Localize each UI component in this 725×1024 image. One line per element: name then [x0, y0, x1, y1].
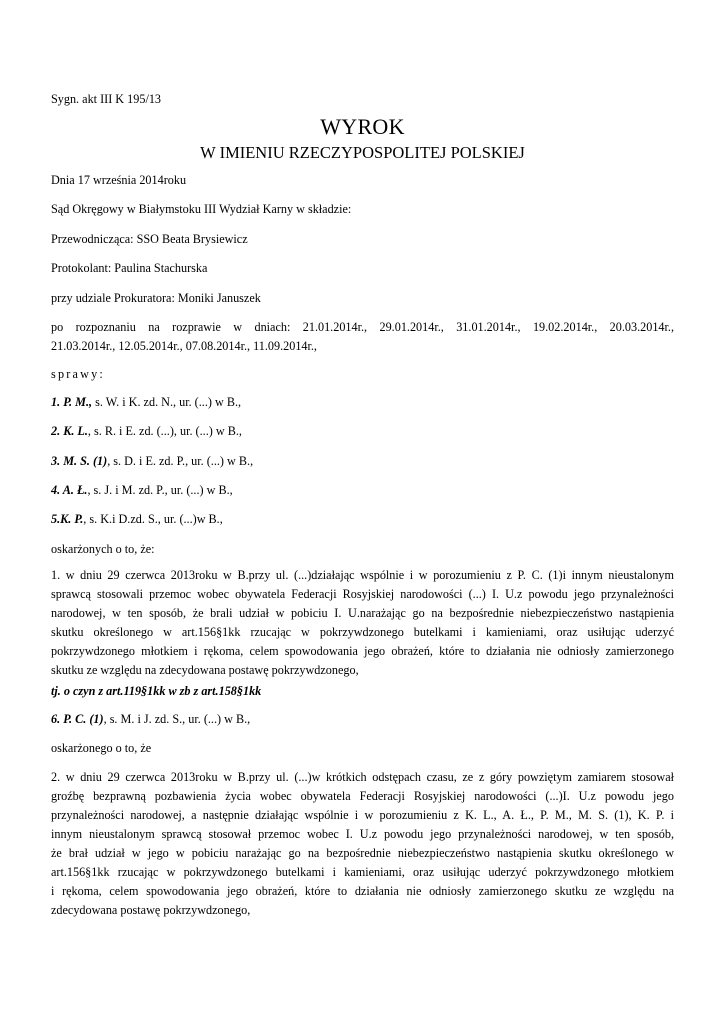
court-clerk: Protokolant: Paulina Stachurska [51, 261, 208, 275]
judgment-date: Dnia 17 września 2014roku [51, 173, 187, 187]
defendant-details: , s. D. i E. zd. P., ur. (...) w B., [107, 454, 254, 468]
charge-line: groźbę bezprawną pozbawienia życia wobec obywatela Federacji Rosyjskiej narodowości (...)I. U.z powodu jego [51, 789, 674, 803]
defendant-name: 4. A. Ł. [51, 483, 88, 497]
charge-line: sprawcą stosowali przemoc wobec obywatela Federacji Rosyjskiej narodowości (...) I. U.z powodu jego przynależności [51, 587, 674, 601]
defendant-name: 6. P. C. (1) [51, 712, 104, 726]
defendant-details: , s. K.i D.zd. S., ur. (...)w B., [83, 512, 223, 526]
charge-line: 1. w dniu 29 czerwca 2013roku w B.przy ul. (...)działając wspólnie i w porozumieniu z P. C. (1)i innym nieustalonym [51, 568, 674, 582]
case-label: sprawy: [51, 367, 105, 381]
defendant-name: 1. P. M., [51, 395, 93, 409]
defendant-details: , s. J. i M. zd. P., ur. (...) w B., [87, 483, 233, 497]
accused-singular-label: oskarżonego o to, że [51, 741, 152, 755]
defendant-name: 5.K. P. [51, 512, 84, 526]
document-title: WYROK [320, 114, 405, 139]
charge-line: skutku ze względu na zdecydowana postawę pokrzywdzonego, [51, 663, 359, 677]
charge-line: 2. w dniu 29 czerwca 2013roku w B.przy ul. (...)w krótkich odstępach czasu, ze z góry powziętym zamiarem stosował [51, 770, 674, 784]
charge-line: że brał udział w jego w pobiciu narażając go na bezpośrednie niebezpieczeństwo nastąpienia skutku określonego w [51, 846, 674, 860]
charge-line: i rękoma, celem spowodowania jego obrażeń, które to działania nie odniosły zamierzonego skutku ze względu na [51, 884, 674, 898]
charge-line: art.156§1kk rzucając w pokrzywdzonego butelkami i kamieniami, oraz usiłując uderzyć pokrzywdzonego młotkiem [51, 865, 674, 879]
defendant-name: 3. M. S. (1) [51, 454, 108, 468]
defendant-6 [51, 711, 250, 728]
charge-2 [51, 769, 674, 921]
presiding-judge: Przewodnicząca: SSO Beata Brysiewicz [51, 232, 248, 246]
charge-line: narodowej, w ten sposób, że brali udział w pobiciu I. U.narażając go na bezpośrednie niebezpieczeństwo nastąpienia [51, 606, 674, 620]
defendant-2 [51, 423, 242, 440]
hearing-dates-line: 21.03.2014r., 12.05.2014r., 07.08.2014r., 11.09.2014r., [51, 339, 317, 353]
hearing-dates-line: po rozpoznaniu na rozprawie w dniach: 21.01.2014r., 29.01.2014r., 31.01.2014r., 19.02.2014r., 20.03.2014r., [51, 320, 674, 334]
defendant-1 [51, 394, 241, 411]
court-composition: Sąd Okręgowy w Białymstoku III Wydział Karny w składzie: [51, 202, 352, 216]
document-subtitle: W IMIENIU RZECZYPOSPOLITEJ POLSKIEJ [200, 143, 525, 162]
charge-1 [51, 567, 674, 681]
prosecutor: przy udziale Prokuratora: Moniki Januszek [51, 291, 261, 305]
defendant-3 [51, 453, 253, 470]
accused-plural-label: oskarżonych o to, że: [51, 542, 155, 556]
defendant-name: 2. K. L. [51, 424, 88, 438]
defendant-4 [51, 482, 233, 499]
charge-line: innym nieustalonym sprawcą stosował przemoc wobec I. U.z powodu jego przynależności narodowej, w ten sposób, [51, 827, 674, 841]
hearing-dates [51, 319, 674, 357]
defendant-5 [51, 511, 223, 528]
charge-line: zdecydowana postawę pokrzywdzonego, [51, 903, 251, 917]
defendant-details: , s. R. i E. zd. (...), ur. (...) w B., [87, 424, 242, 438]
defendant-details: s. W. i K. zd. N., ur. (...) w B., [92, 395, 242, 409]
charge-line: przynależności narodowej, a następnie działając wspólnie i w porozumieniu z K. L., A. Ł., P. M., M. S. (1), K. P. i [51, 808, 674, 822]
defendant-details: , s. M. i J. zd. S., ur. (...) w B., [103, 712, 251, 726]
charge-line: skutku określonego w art.156§1kk rzucając w pokrzywdzonego butelkami i kamieniami, oraz usiłując uderzyć [51, 625, 674, 639]
case-signature: Sygn. akt III K 195/13 [51, 92, 162, 106]
legal-qualification: tj. o czyn z art.119§1kk w zb z art.158§1kk [51, 684, 262, 698]
charge-line: pokrzywdzonego młotkiem i rękoma, celem spowodowania jego obrażeń, które to działania nie odniosły zamierzonego [51, 644, 674, 658]
